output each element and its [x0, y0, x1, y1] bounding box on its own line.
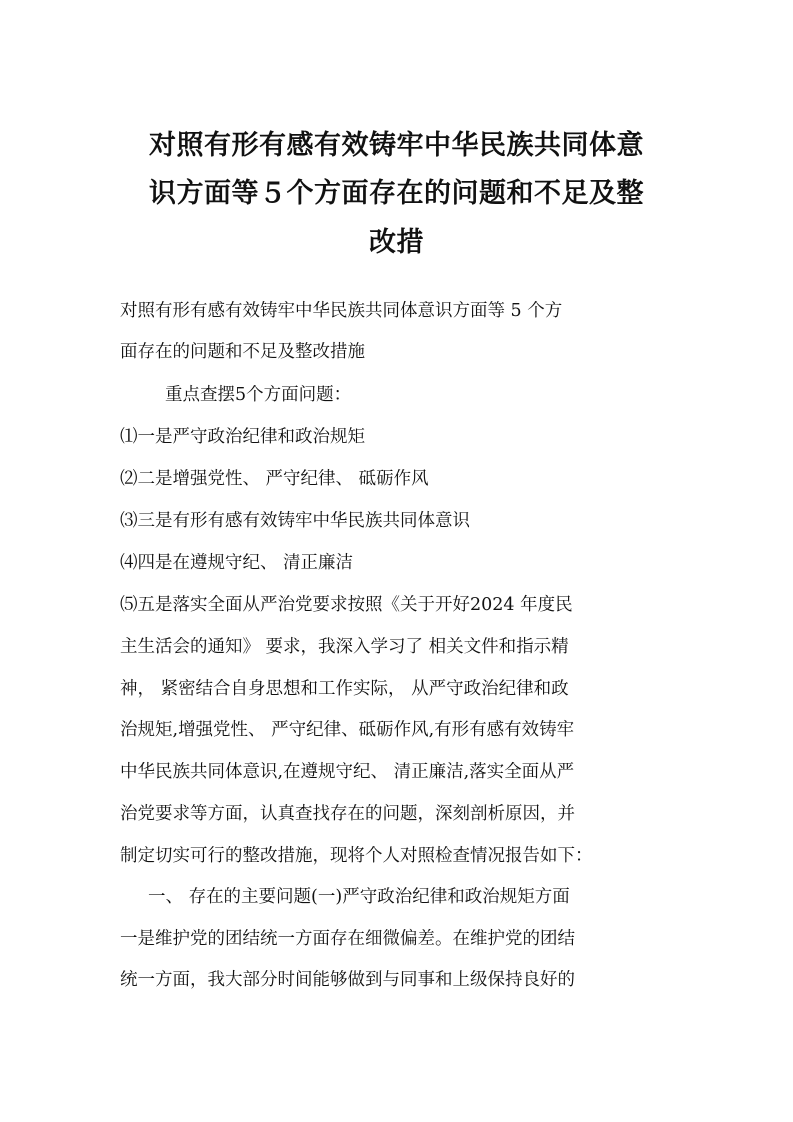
body-line-10: 神， 紧密结合自身思想和工作实际， 从严守政治纪律和政 [120, 679, 569, 699]
body-line-2: 面存在的问题和不足及整改措施 [120, 342, 365, 362]
body-line-16: 一是维护党的团结统一方面存在细微偏差。在维护党的团结 [120, 929, 575, 949]
body-line-6: ⑶三是有形有感有效铸牢中华民族共同体意识 [120, 511, 470, 531]
body-line-8: ⑸五是落实全面从严治党要求按照《关于开好2024 年度民 [120, 595, 573, 615]
document-title-line-1: 对照有形有感有效铸牢中华民族共同体意 [149, 130, 644, 161]
body-line-4: ⑴一是严守政治纪律和政治规矩 [120, 427, 365, 447]
body-line-12: 中华民族共同体意识,在遵规守纪、 清正廉洁,落实全面从严 [120, 762, 575, 782]
body-line-7: ⑷四是在遵规守纪、 清正廉洁 [120, 553, 354, 573]
body-line-17: 统一方面，我大部分时间能够做到与同事和上级保持良好的 [120, 970, 575, 990]
body-line-3: 重点查摆5个方面问题： [165, 385, 352, 405]
body-line-5: ⑵二是增强党性、 严守纪律、 砥砺作风 [120, 469, 429, 489]
body-line-14: 制定切实可行的整改措施，现将个人对照检查情况报告如下： [120, 846, 593, 866]
body-line-13: 治党要求等方面，认真查找存在的问题，深刻剖析原因，并 [120, 804, 575, 824]
body-line-9: 主生活会的通知》 要求，我深入学习了 相关文件和指示精 [120, 637, 569, 657]
body-line-11: 治规矩,增强党性、 严守纪律、砥砺作风,有形有感有效铸牢 [120, 720, 575, 740]
body-line-15: 一、 存在的主要问题(一)严守政治纪律和政治规矩方面 [148, 887, 570, 907]
body-line-1: 对照有形有感有效铸牢中华民族共同体意识方面等 5 个方 [120, 301, 563, 321]
document-title-line-3: 改措 [369, 227, 424, 258]
document-title-line-2: 识方面等５个方面存在的问题和不足及整 [149, 178, 644, 209]
